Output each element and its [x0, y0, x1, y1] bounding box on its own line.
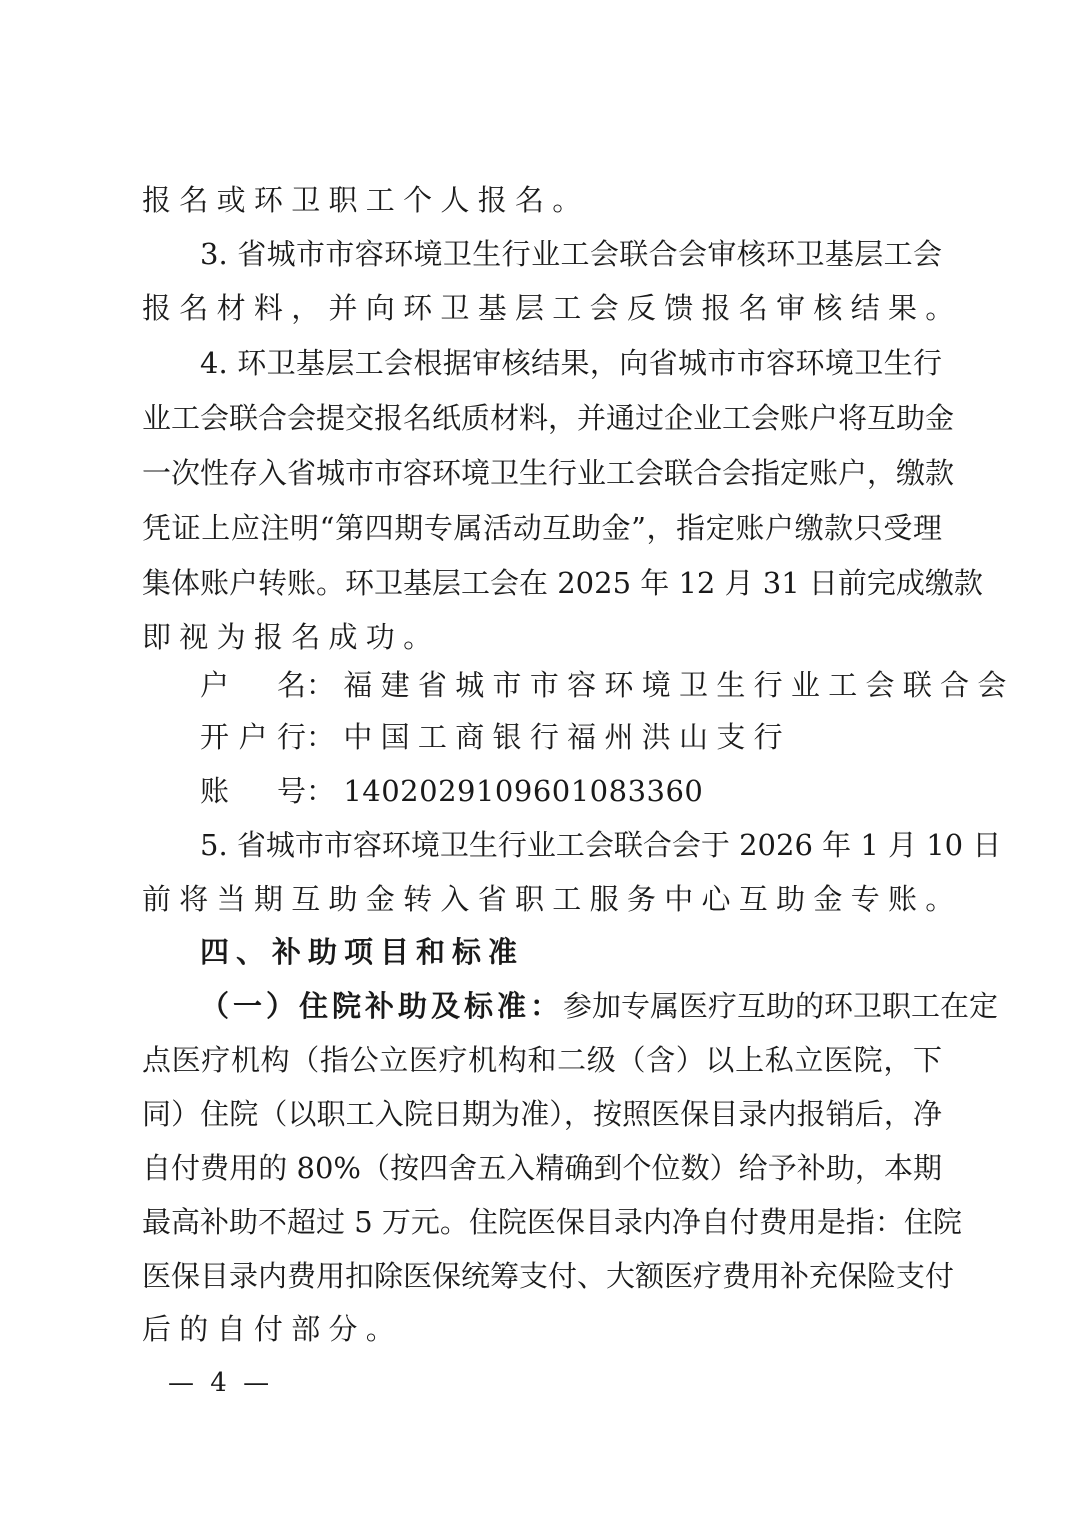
paragraph-line: 即视为报名成功。 [142, 620, 441, 654]
paragraph-line: 凭证上应注明“第四期专属活动互助金”，指定账户缴款只受理 [142, 511, 942, 545]
account-bank-row [200, 717, 942, 757]
colon: ： [306, 668, 344, 702]
paragraph-line: 集体账户转账。环卫基层工会在 2025 年 12 月 31 日前完成缴款 [142, 566, 983, 600]
paragraph-line: 前将当期互助金转入省职工服务中心互助金专账。 [142, 882, 963, 916]
paragraph-line: 3. 省城市市容环境卫生行业工会联合会审核环卫基层工会 [200, 237, 942, 271]
paragraph-line: 医保目录内费用扣除医保统筹支付、大额医疗费用补充保险支付 [142, 1259, 955, 1293]
account-number-value: 1402029109601083360 [343, 774, 704, 808]
paragraph-line: 一次性存入省城市市容环境卫生行业工会联合会指定账户，缴款 [142, 456, 955, 490]
account-name-label: 户名 [200, 668, 306, 702]
paragraph-line: 业工会联合会提交报名纸质材料，并通过企业工会账户将互助金 [142, 401, 955, 435]
subsection-text: 参加专属医疗互助的环卫职工在定 [563, 989, 999, 1023]
account-bank-label: 开户行 [200, 720, 306, 754]
paragraph-line: 最高补助不超过 5 万元。住院医保目录内净自付费用是指：住院 [142, 1205, 962, 1239]
paragraph-line: 报名或环卫职工个人报名。 [142, 183, 590, 217]
paragraph-line: 后的自付部分。 [142, 1312, 404, 1346]
account-number-label: 账号 [200, 774, 306, 808]
paragraph-line: 4. 环卫基层工会根据审核结果，向省城市市容环境卫生行 [200, 346, 942, 380]
account-number-row [200, 771, 942, 811]
paragraph-line: 自付费用的 80%（按四舍五入精确到个位数）给予补助，本期 [142, 1151, 942, 1185]
paragraph-line: 点医疗机构（指公立医疗机构和二级（含）以上私立医院，下 [142, 1043, 942, 1077]
subsection-heading: （一）住院补助及标准： [200, 989, 564, 1023]
colon: ： [306, 720, 344, 754]
page-number: — 4 — [168, 1368, 274, 1398]
account-name-value: 福建省城市市容环境卫生行业工会联合会 [343, 668, 1015, 702]
account-bank-value: 中国工商银行福州洪山支行 [343, 720, 791, 754]
colon: ： [306, 774, 344, 808]
paragraph-line: 5. 省城市市容环境卫生行业工会联合会于 2026 年 1 月 10 日 [200, 828, 1002, 862]
paragraph-line: 同）住院（以职工入院日期为准），按照医保目录内报销后，净 [142, 1097, 942, 1131]
section-heading: 四、补助项目和标准 [200, 935, 525, 969]
paragraph-line: 报名材料，并向环卫基层工会反馈报名审核结果。 [142, 291, 963, 325]
account-name-row [200, 665, 1015, 705]
subsection-first-line [200, 986, 999, 1026]
